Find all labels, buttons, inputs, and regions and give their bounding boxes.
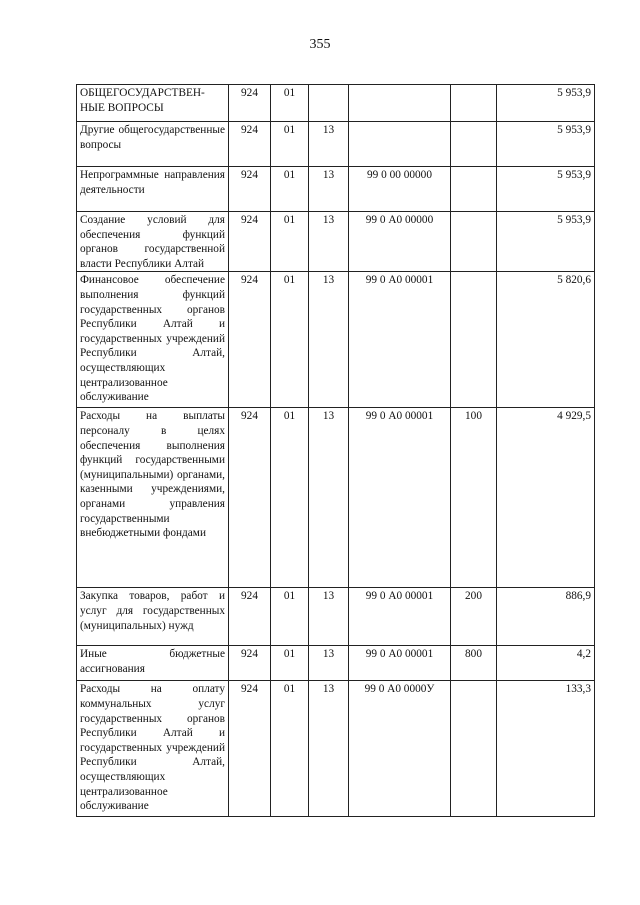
ministry-code: 924 [229, 122, 271, 167]
subsection-code: 13 [309, 681, 349, 817]
budget-table [76, 84, 595, 817]
section-code: 01 [271, 646, 309, 681]
ministry-code: 924 [229, 272, 271, 408]
subsection-code: 13 [309, 408, 349, 588]
target-article-code: 99 0 00 00000 [349, 167, 451, 212]
expense-type-code: 100 [451, 408, 497, 588]
row-name: Финансовое обеспечение выполнения функций государственных органов Республики Алтай и государственных учреждений Республики Алтай, осуществляющих централизованное обслуживание [77, 272, 229, 408]
expense-type-code: 200 [451, 588, 497, 646]
amount: 5 953,9 [497, 167, 595, 212]
section-code: 01 [271, 681, 309, 817]
section-code: 01 [271, 85, 309, 122]
target-article-code: 99 0 А0 0000У [349, 681, 451, 817]
row-name: Другие общегосударственные вопросы [77, 122, 229, 167]
table-row [77, 646, 595, 681]
subsection-code: 13 [309, 212, 349, 272]
table-row [77, 681, 595, 817]
row-name: Создание условий для обеспечения функций органов государственной власти Республики Алтай [77, 212, 229, 272]
amount: 133,3 [497, 681, 595, 817]
section-code: 01 [271, 212, 309, 272]
section-code: 01 [271, 588, 309, 646]
amount: 5 953,9 [497, 212, 595, 272]
row-name: Расходы на выплаты персоналу в целях обеспечения выполнения функций государственными (муниципальными) органами, казенными учреждениями, органами управления государственными внебюджетными фондами [77, 408, 229, 588]
ministry-code: 924 [229, 408, 271, 588]
subsection-code: 13 [309, 646, 349, 681]
subsection-code: 13 [309, 122, 349, 167]
amount: 4 929,5 [497, 408, 595, 588]
table-row [77, 408, 595, 588]
amount: 5 953,9 [497, 85, 595, 122]
table-row [77, 212, 595, 272]
subsection-code: 13 [309, 272, 349, 408]
expense-type-code [451, 681, 497, 817]
section-code: 01 [271, 167, 309, 212]
page-number: 355 [309, 37, 331, 52]
budget-table-body [77, 85, 595, 817]
target-article-code: 99 0 А0 00001 [349, 408, 451, 588]
row-name: Непрограммные направления деятельности [77, 167, 229, 212]
target-article-code: 99 0 А0 00000 [349, 212, 451, 272]
target-article-code [349, 85, 451, 122]
subsection-code [309, 85, 349, 122]
target-article-code: 99 0 А0 00001 [349, 588, 451, 646]
subsection-code: 13 [309, 167, 349, 212]
amount: 886,9 [497, 588, 595, 646]
row-name: Расходы на оплату коммунальных услуг государственных органов Республики Алтай и государственных учреждений Республики Алтай, осуществляющих централизованное обслуживание [77, 681, 229, 817]
table-row [77, 167, 595, 212]
table-row [77, 588, 595, 646]
row-name: Иные бюджетные ассигнования [77, 646, 229, 681]
ministry-code: 924 [229, 167, 271, 212]
target-article-code: 99 0 А0 00001 [349, 272, 451, 408]
target-article-code: 99 0 А0 00001 [349, 646, 451, 681]
table-row [77, 122, 595, 167]
amount: 5 953,9 [497, 122, 595, 167]
ministry-code: 924 [229, 646, 271, 681]
expense-type-code [451, 272, 497, 408]
expense-type-code [451, 85, 497, 122]
section-code: 01 [271, 272, 309, 408]
ministry-code: 924 [229, 681, 271, 817]
section-code: 01 [271, 122, 309, 167]
expense-type-code [451, 212, 497, 272]
expense-type-code [451, 122, 497, 167]
ministry-code: 924 [229, 85, 271, 122]
amount: 4,2 [497, 646, 595, 681]
table-row [77, 272, 595, 408]
ministry-code: 924 [229, 588, 271, 646]
row-name: ОБЩЕГОСУДАРСТВЕН-НЫЕ ВОПРОСЫ [77, 85, 229, 122]
expense-type-code: 800 [451, 646, 497, 681]
subsection-code: 13 [309, 588, 349, 646]
amount: 5 820,6 [497, 272, 595, 408]
target-article-code [349, 122, 451, 167]
expense-type-code [451, 167, 497, 212]
ministry-code: 924 [229, 212, 271, 272]
section-code: 01 [271, 408, 309, 588]
row-name: Закупка товаров, работ и услуг для государственных (муниципальных) нужд [77, 588, 229, 646]
table-row [77, 85, 595, 122]
